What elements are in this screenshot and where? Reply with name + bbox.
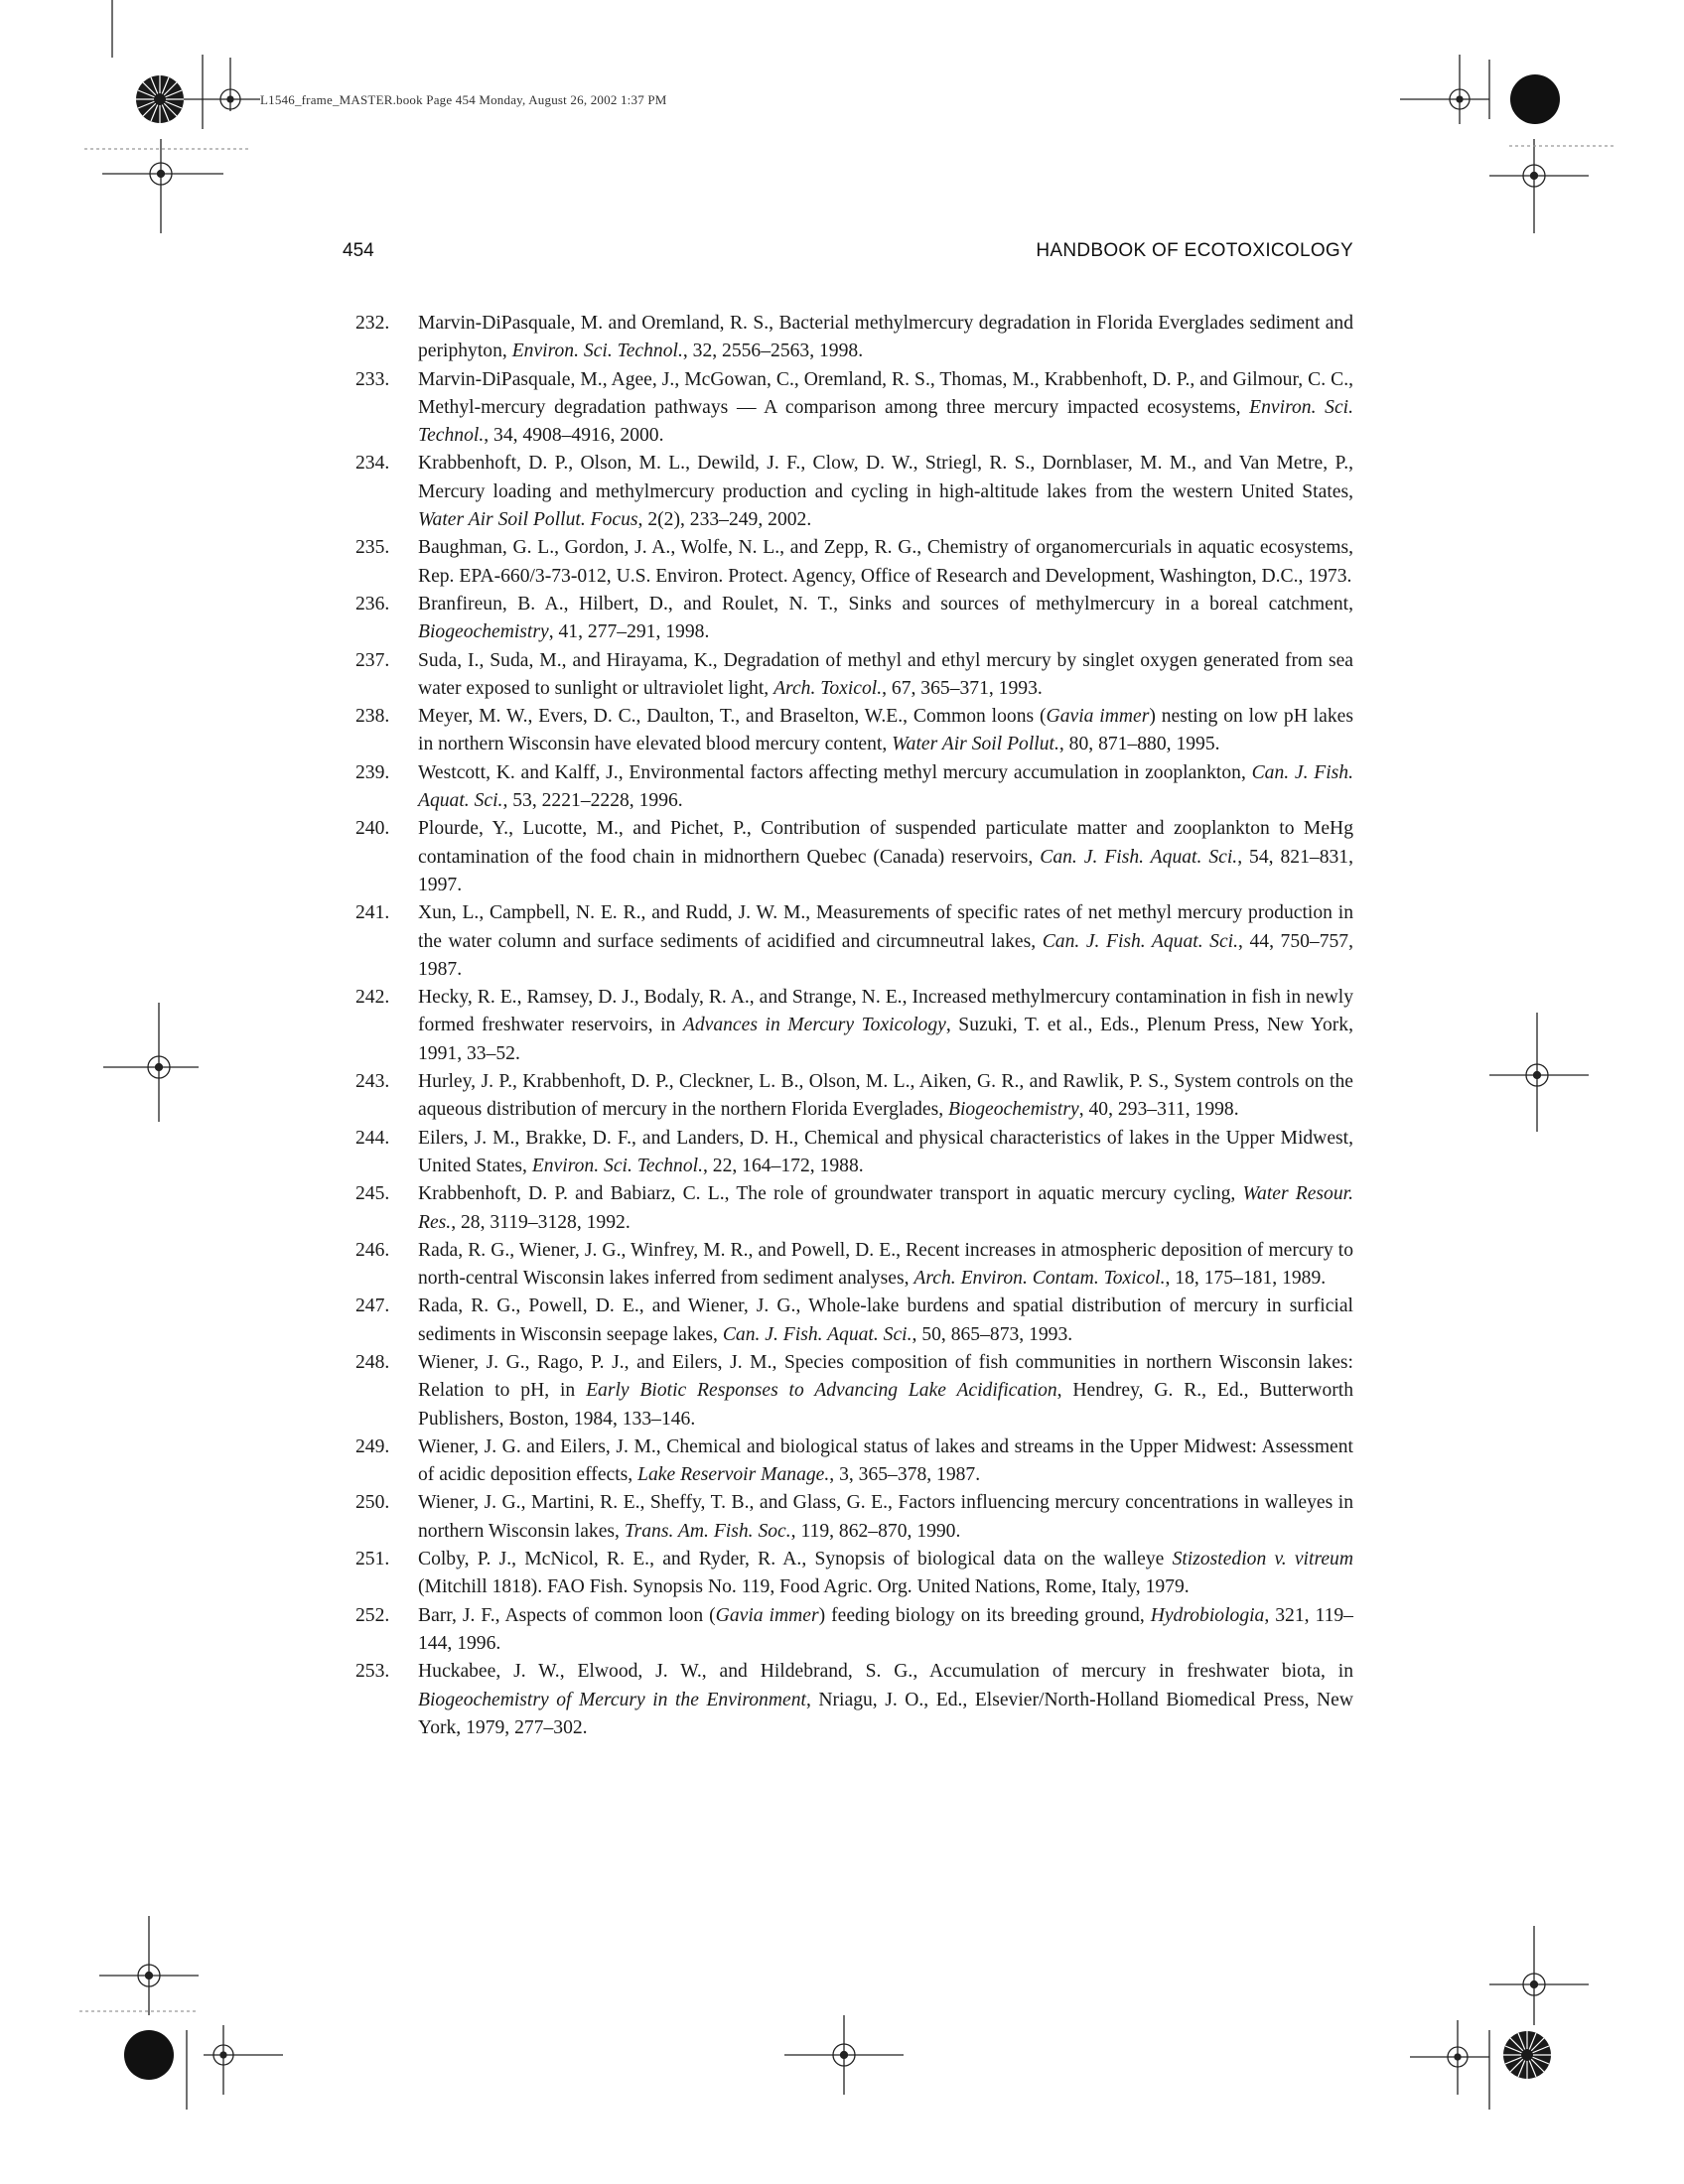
- reference-item: [343, 310, 1353, 366]
- reference-segment: Baughman, G. L., Gordon, J. A., Wolfe, N. L., and Zepp, R. G., Chemistry of organomercurials in aquatic ecosystems, Rep. EPA-660/3-73-012, U.S. Environ. Protect. Agency, Office of Research and Development, Washington, D.C., 1973.: [418, 537, 1353, 587]
- starburst-target-icon: [1503, 2031, 1551, 2079]
- reference-italic-segment: Water Air Soil Pollut. Focus: [418, 509, 638, 531]
- crosshair-mark-icon: [112, 0, 260, 129]
- reference-segment: , 50, 865–873, 1993.: [912, 1323, 1073, 1345]
- reference-italic-segment: Environ. Sci. Technol.: [531, 1155, 703, 1176]
- reference-italic-segment: Trans. Am. Fish. Soc.: [624, 1520, 791, 1542]
- reference-segment: , 54, 821–831, 1997.: [418, 846, 1353, 895]
- reference-text: [418, 815, 1353, 899]
- reference-text: [418, 703, 1353, 759]
- reference-item: [343, 1602, 1353, 1659]
- reference-italic-segment: Biogeochemistry of Mercury in the Environment: [418, 1689, 806, 1710]
- reference-number: 238.: [355, 706, 390, 728]
- reference-italic-segment: Hydrobiologia: [1150, 1604, 1265, 1626]
- reference-segment: , 32, 2556–2563, 1998.: [682, 341, 864, 362]
- reference-text: [418, 450, 1353, 534]
- reference-item: [343, 1068, 1353, 1125]
- crosshair-mark-icon: [1489, 1013, 1589, 1132]
- reference-italic-segment: Arch. Environ. Contam. Toxicol.: [913, 1268, 1166, 1290]
- reference-segment: , 41, 277–291, 1998.: [548, 621, 710, 643]
- reference-italic-segment: Biogeochemistry: [418, 621, 549, 643]
- reference-item: [343, 450, 1353, 534]
- printer-slug: L1546_frame_MASTER.book Page 454 Monday, August 26, 2002 1:37 PM: [260, 92, 667, 107]
- book-title: HANDBOOK OF ECOTOXICOLOGY: [1036, 240, 1353, 261]
- reference-segment: Marvin-DiPasquale, M. and Oremland, R. S., Bacterial methylmercury degradation in Florida Everglades sediment and periphyton,: [418, 313, 1353, 362]
- crosshair-mark-icon: [1410, 2020, 1489, 2110]
- reference-item: [343, 703, 1353, 759]
- reference-segment: Branfireun, B. A., Hilbert, D., and Roulet, N. T., Sinks and sources of methylmercury in a boreal catchment,: [418, 593, 1353, 614]
- reference-number: 253.: [355, 1661, 390, 1683]
- reference-item: [343, 591, 1353, 647]
- reference-text: [418, 1293, 1353, 1349]
- reference-text: [418, 1349, 1353, 1433]
- reference-text: [418, 1602, 1353, 1659]
- reference-segment: , 53, 2221–2228, 1996.: [502, 790, 683, 812]
- reference-item: [343, 1433, 1353, 1490]
- reference-text: [418, 1433, 1353, 1490]
- reference-list: [343, 310, 1353, 1742]
- reference-text: [418, 984, 1353, 1068]
- reference-segment: Marvin-DiPasquale, M., Agee, J., McGowan, C., Oremland, R. S., Thomas, M., Krabbenhoft, D. P., and Gilmour, C. C., Methyl-mercury degradation pathways — A comparison among three mercury impacted ecosystems,: [418, 368, 1353, 418]
- reference-italic-segment: Environ. Sci. Technol.: [511, 341, 683, 362]
- reference-text: [418, 1068, 1353, 1125]
- reference-segment: Xun, L., Campbell, N. E. R., and Rudd, J. W. M., Measurements of specific rates of net methyl mercury production in the water column and surface sediments of acidified and circumneutral lakes,: [418, 902, 1353, 952]
- reference-segment: , 28, 3119–3128, 1992.: [451, 1211, 631, 1233]
- reference-number: 232.: [355, 313, 390, 334]
- reference-segment: Plourde, Y., Lucotte, M., and Pichet, P., Contribution of suspended particulate matter and zooplankton to MeHg contamination of the food chain in midnorthern Quebec (Canada) reservoirs,: [418, 818, 1353, 868]
- reference-segment: , 34, 4908–4916, 2000.: [484, 425, 664, 447]
- crosshair-mark-icon: [1400, 55, 1489, 124]
- reference-item: [343, 1293, 1353, 1349]
- reference-segment: Suda, I., Suda, M., and Hirayama, K., Degradation of methyl and ethyl mercury by singlet oxygen generated from sea water exposed to sunlight or ultraviolet light,: [418, 649, 1353, 699]
- reference-italic-segment: Can. J. Fish. Aquat. Sci.: [1040, 846, 1238, 868]
- reference-segment: , 40, 293–311, 1998.: [1078, 1099, 1239, 1121]
- reference-italic-segment: Lake Reservoir Manage.: [637, 1464, 830, 1486]
- reference-number: 247.: [355, 1296, 390, 1317]
- reference-item: [343, 366, 1353, 451]
- reference-segment: Krabbenhoft, D. P. and Babiarz, C. L., The role of groundwater transport in aquatic mercury cycling,: [418, 1183, 1243, 1205]
- reference-italic-segment: Gavia immer: [715, 1604, 819, 1626]
- reference-segment: Rada, R. G., Wiener, J. G., Winfrey, M. R., and Powell, D. E., Recent increases in atmospheric deposition of mercury to north-central Wisconsin lakes inferred from sediment analyses,: [418, 1239, 1353, 1290]
- reference-text: [418, 647, 1353, 704]
- reference-text: [418, 1180, 1353, 1237]
- reference-segment: , 67, 365–371, 1993.: [882, 677, 1043, 699]
- reference-number: 250.: [355, 1492, 390, 1514]
- reference-italic-segment: Can. J. Fish. Aquat. Sci.: [418, 761, 1353, 812]
- reference-italic-segment: Can. J. Fish. Aquat. Sci.: [722, 1323, 912, 1345]
- reference-item: [343, 1125, 1353, 1181]
- crosshair-mark-icon: [187, 2025, 283, 2110]
- reference-italic-segment: Biogeochemistry: [948, 1099, 1079, 1121]
- reference-segment: , 119, 862–870, 1990.: [790, 1520, 961, 1542]
- reference-text: [418, 1658, 1353, 1742]
- reference-item: [343, 815, 1353, 899]
- reference-number: 241.: [355, 902, 390, 924]
- reference-italic-segment: Arch. Toxicol.: [773, 677, 883, 699]
- reference-number: 251.: [355, 1549, 390, 1570]
- reference-text: [418, 759, 1353, 816]
- reference-item: [343, 534, 1353, 591]
- reference-text: [418, 534, 1353, 591]
- reference-segment: , 22, 164–172, 1988.: [702, 1155, 864, 1176]
- reference-segment: , 2(2), 233–249, 2002.: [637, 509, 812, 531]
- reference-text: [418, 591, 1353, 647]
- reference-text: [418, 1125, 1353, 1181]
- reference-segment: Hecky, R. E., Ramsey, D. J., Bodaly, R. A., and Strange, N. E., Increased methylmercury contamination in fish in newly formed freshwater reservoirs, in: [418, 987, 1353, 1036]
- reference-italic-segment: Water Air Soil Pollut.: [892, 734, 1059, 755]
- reference-text: [418, 1546, 1353, 1602]
- reference-segment: Krabbenhoft, D. P., Olson, M. L., Dewild, J. F., Clow, D. W., Striegl, R. S., Dornblaser, M. M., and Van Metre, P., Mercury loading and methylmercury production and cycling in high-altitude lakes from the western United States,: [418, 453, 1353, 502]
- crosshair-mark-icon: [103, 1003, 199, 1122]
- reference-number: 244.: [355, 1127, 390, 1149]
- crosshair-mark-icon: [1489, 139, 1589, 233]
- reference-segment: (Mitchill 1818). FAO Fish. Synopsis No. 119, Food Agric. Org. United Nations, Rome, Italy, 1979.: [418, 1576, 1190, 1598]
- reference-number: 233.: [355, 368, 390, 390]
- reference-text: [418, 1489, 1353, 1546]
- reference-italic-segment: Environ. Sci. Technol.: [418, 396, 1353, 447]
- reference-number: 239.: [355, 761, 390, 783]
- reference-segment: , 321, 119–144, 1996.: [418, 1604, 1353, 1654]
- reference-text: [418, 366, 1353, 451]
- crosshair-mark-icon: [1489, 1926, 1589, 2025]
- solid-dot-target-icon: [124, 2030, 174, 2080]
- reference-segment: , 18, 175–181, 1989.: [1165, 1268, 1327, 1290]
- reference-italic-segment: Early Biotic Responses to Advancing Lake Acidification: [586, 1380, 1057, 1402]
- reference-number: 246.: [355, 1239, 390, 1261]
- reference-number: 234.: [355, 453, 390, 475]
- reference-segment: Hurley, J. P., Krabbenhoft, D. P., Cleckner, L. B., Olson, M. L., Aiken, G. R., and Rawlik, P. S., System controls on the aqueous distribution of mercury in the northern Florida Everglades,: [418, 1071, 1353, 1121]
- reference-number: 242.: [355, 987, 390, 1009]
- page-number: 454: [343, 240, 374, 261]
- reference-segment: Wiener, J. G. and Eilers, J. M., Chemical and biological status of lakes and streams in the Upper Midwest: Assessment of acidic deposition effects,: [418, 1435, 1353, 1486]
- reference-segment: , Suzuki, T. et al., Eds., Plenum Press, New York, 1991, 33–52.: [418, 1015, 1354, 1064]
- reference-item: [343, 759, 1353, 816]
- reference-italic-segment: Gavia immer: [1046, 706, 1150, 728]
- reference-segment: Eilers, J. M., Brakke, D. F., and Landers, D. H., Chemical and physical characteristics of lakes in the Upper Midwest, United States,: [418, 1127, 1353, 1176]
- reference-segment: Colby, P. J., McNicol, R. E., and Ryder, R. A., Synopsis of biological data on the walleye: [418, 1549, 1173, 1570]
- reference-text: [418, 899, 1353, 984]
- reference-segment: , Nriagu, J. O., Ed., Elsevier/North-Holland Biomedical Press, New York, 1979, 277–302.: [418, 1689, 1353, 1738]
- reference-item: [343, 1489, 1353, 1546]
- reference-segment: , 80, 871–880, 1995.: [1058, 734, 1220, 755]
- reference-number: 243.: [355, 1071, 390, 1093]
- reference-segment: Wiener, J. G., Martini, R. E., Sheffy, T. B., and Glass, G. E., Factors influencing mercury concentrations in walleyes in northern Wisconsin lakes,: [418, 1492, 1353, 1542]
- reference-segment: Huckabee, J. W., Elwood, J. W., and Hildebrand, S. G., Accumulation of mercury in freshwater biota, in: [418, 1661, 1353, 1683]
- reference-segment: ) nesting on low pH lakes in northern Wisconsin have elevated blood mercury content,: [418, 706, 1353, 755]
- reference-italic-segment: Water Resour. Res.: [418, 1183, 1353, 1233]
- reference-italic-segment: Advances in Mercury Toxicology: [682, 1015, 946, 1036]
- reference-number: 240.: [355, 818, 390, 840]
- reference-segment: Barr, J. F., Aspects of common loon (: [418, 1604, 716, 1626]
- reference-number: 248.: [355, 1351, 390, 1373]
- reference-segment: Westcott, K. and Kalff, J., Environmental factors affecting methyl mercury accumulation in zooplankton,: [418, 761, 1252, 783]
- reference-item: [343, 1180, 1353, 1237]
- reference-item: [343, 647, 1353, 704]
- starburst-target-icon: [136, 75, 184, 123]
- reference-item: [343, 1237, 1353, 1294]
- reference-segment: , 44, 750–757, 1987.: [418, 930, 1353, 980]
- reference-segment: ) feeding biology on its breeding ground,: [818, 1604, 1151, 1626]
- reference-text: [418, 1237, 1353, 1294]
- reference-item: [343, 984, 1353, 1068]
- reference-number: 236.: [355, 593, 390, 614]
- reference-number: 245.: [355, 1183, 390, 1205]
- reference-segment: Meyer, M. W., Evers, D. C., Daulton, T., and Braselton, W.E., Common loons (: [418, 706, 1047, 728]
- crosshair-mark-icon: [102, 139, 223, 233]
- reference-item: [343, 1658, 1353, 1742]
- reference-italic-segment: Stizostedion v. vitreum: [1172, 1549, 1353, 1570]
- reference-item: [343, 899, 1353, 984]
- reference-item: [343, 1546, 1353, 1602]
- reference-text: [418, 310, 1353, 366]
- reference-segment: Rada, R. G., Powell, D. E., and Wiener, J. G., Whole-lake burdens and spatial distribution of mercury in surficial sediments in Wisconsin seepage lakes,: [418, 1296, 1353, 1345]
- crosshair-mark-icon: [99, 1916, 199, 2015]
- reference-number: 237.: [355, 649, 390, 671]
- crosshair-mark-icon: [784, 2015, 904, 2095]
- reference-number: 252.: [355, 1604, 390, 1626]
- reference-item: [343, 1349, 1353, 1433]
- reference-segment: , Hendrey, G. R., Ed., Butterworth Publishers, Boston, 1984, 133–146.: [418, 1380, 1354, 1430]
- reference-number: 249.: [355, 1435, 390, 1457]
- solid-dot-target-icon: [1510, 74, 1560, 124]
- reference-italic-segment: Can. J. Fish. Aquat. Sci.: [1042, 930, 1239, 952]
- reference-segment: Wiener, J. G., Rago, P. J., and Eilers, J. M., Species composition of fish communities in northern Wisconsin lakes: Relation to pH, in: [418, 1351, 1353, 1402]
- reference-number: 235.: [355, 537, 390, 559]
- reference-segment: , 3, 365–378, 1987.: [829, 1464, 981, 1486]
